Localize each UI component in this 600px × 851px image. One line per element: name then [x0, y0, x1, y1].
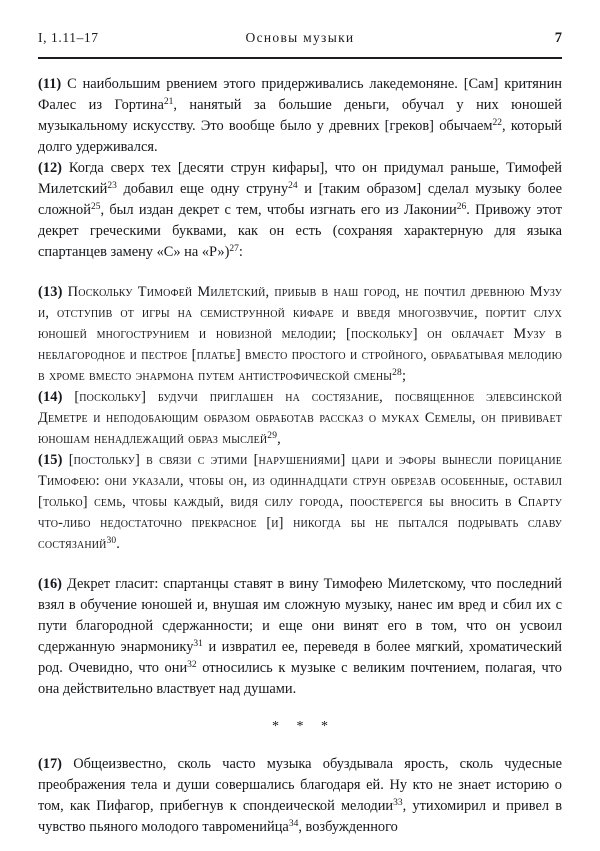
paragraph-text: Общеизвестно, сколь часто музыка обуздывала ярость, сколь чудесные преображения тела и души совершались благодаря ей. Ну кто не знает историю о том, как Пифагор, прибегнув к спондеической мелодии	[38, 756, 562, 814]
header-rule	[38, 57, 562, 59]
paragraph-text: .	[116, 536, 121, 552]
paragraph-text: относились к музыке с великим почтением, полагая, что она действительно властвует над душами.	[38, 660, 562, 697]
paragraph-text: Декрет гласит: спартанцы ставят в вину Тимофею Милетскому, что последний взял в обучение юношей и, внушая им сложную музыку, нанес им вред и сбил их с пути благородной сдержанности; и еще они винят его в том, что он усвоил сдержанную энармонику	[38, 576, 562, 655]
paragraph-number: (12)	[38, 160, 62, 176]
paragraph-text: , утихомирил и привел в чувство пьяного молодого тавроменийца	[38, 798, 562, 835]
paragraph-14	[38, 387, 562, 450]
paragraph-13	[38, 282, 562, 387]
footnote-ref-29[interactable]: 29	[267, 431, 278, 442]
paragraph-number: (14)	[38, 389, 63, 405]
footnote-ref-27[interactable]: 27	[229, 244, 239, 255]
paragraph-15	[38, 450, 562, 555]
paragraph-text: [поскольку] будучи приглашен на состязание, посвященное элевсинской Деметре и неподобающим образом обработав рассказ о муках Семелы, он прививает юношам ненадлежащий образ мыслей	[38, 389, 562, 447]
footnote-ref-34[interactable]: 34	[288, 819, 299, 830]
paragraph-text: :	[238, 244, 243, 260]
paragraph-11	[38, 74, 562, 158]
section-separator: * * *	[272, 719, 335, 734]
paragraph-text: добавил еще одну струну	[116, 181, 289, 197]
paragraph-number: (13)	[38, 284, 63, 300]
paragraph-number: (16)	[38, 576, 62, 592]
footnote-ref-30[interactable]: 30	[106, 536, 117, 547]
footnote-ref-28[interactable]: 28	[392, 368, 402, 379]
paragraph-text: . Привожу этот декрет греческими буквами, как он есть (сохраняя характерную для языка спартанцев замену «С» на «Р»)	[38, 202, 563, 260]
footnote-ref-22[interactable]: 22	[492, 118, 503, 129]
running-head-reference: I, 1.11–17	[38, 30, 99, 45]
paragraph-text: , нанятый за большие деньги, обучал у них юношей музыкальному искусству. Это вообще было у древних [греков] обычаем	[38, 97, 562, 134]
paragraph-number: (11)	[38, 76, 62, 92]
footnote-ref-23[interactable]: 23	[107, 181, 117, 192]
paragraph-number: (17)	[38, 756, 62, 772]
paragraph-text: , был издан декрет с тем, чтобы изгнать его из Лаконии	[100, 202, 457, 218]
paragraph-text: С наибольшим рвением этого придерживались лакедемоняне. [Сам] критянин Фалес из Гортина	[38, 76, 562, 113]
footnote-ref-32[interactable]: 32	[187, 660, 197, 671]
paragraph-12	[38, 158, 562, 263]
footnote-ref-31[interactable]: 31	[193, 639, 203, 650]
paragraph-text: и извратил ее, переведя в более мягкий, хроматический род. Очевидно, что они	[38, 639, 562, 676]
footnote-ref-21[interactable]: 21	[163, 97, 174, 108]
body-text	[38, 74, 562, 838]
paragraph-text: ;	[401, 368, 407, 384]
running-head	[38, 30, 562, 52]
footnote-ref-24[interactable]: 24	[288, 181, 298, 192]
page-number: 7	[554, 30, 562, 46]
footnote-ref-26[interactable]: 26	[456, 202, 467, 213]
paragraph-text: , который долго удерживался.	[38, 118, 562, 155]
paragraph-number: (15)	[38, 452, 63, 468]
paragraph-text: [постольку] в связи с этими [нарушениями] цари и эфоры вынесли порицание Тимофею: они указали, чтобы он, из одиннадцати струн обрезав особенные, оставил [только] семь, чтобы каждый, видя силу города, поостерегся бы вносить в Спарту что-либо недостаточно прекрасное [и] никогда бы не пытался подрывать славу состязаний	[38, 452, 562, 552]
paragraph-17	[38, 754, 562, 838]
footnote-ref-25[interactable]: 25	[90, 202, 101, 213]
footnote-ref-33[interactable]: 33	[393, 798, 403, 809]
paragraph-16	[38, 574, 562, 700]
running-head-title: Основы музыки	[245, 30, 355, 45]
paragraph-text: Когда сверх тех [десяти струн кифары], что он придумал раньше, Тимофей Милетский	[38, 160, 562, 197]
paragraph-text: и [таким образом] сделал музыку более сложной	[38, 181, 562, 218]
paragraph-text: ,	[277, 431, 281, 447]
paragraph-text: , возбужденного	[298, 819, 398, 835]
paragraph-text: Поскольку Тимофей Милетский, прибыв в наш город, не почтил древнюю Музу и, отступив от игры на семиструнной кифаре и введя многозвучие, портит слух юношей многострунием и новизной мелодии; [поскольку] он облачает Музу в неблагородное и пестрое [платье] вместо простого и стройного, обрабатывая мелодию в хроме вместо энармона путем антистрофической смены	[38, 284, 562, 384]
